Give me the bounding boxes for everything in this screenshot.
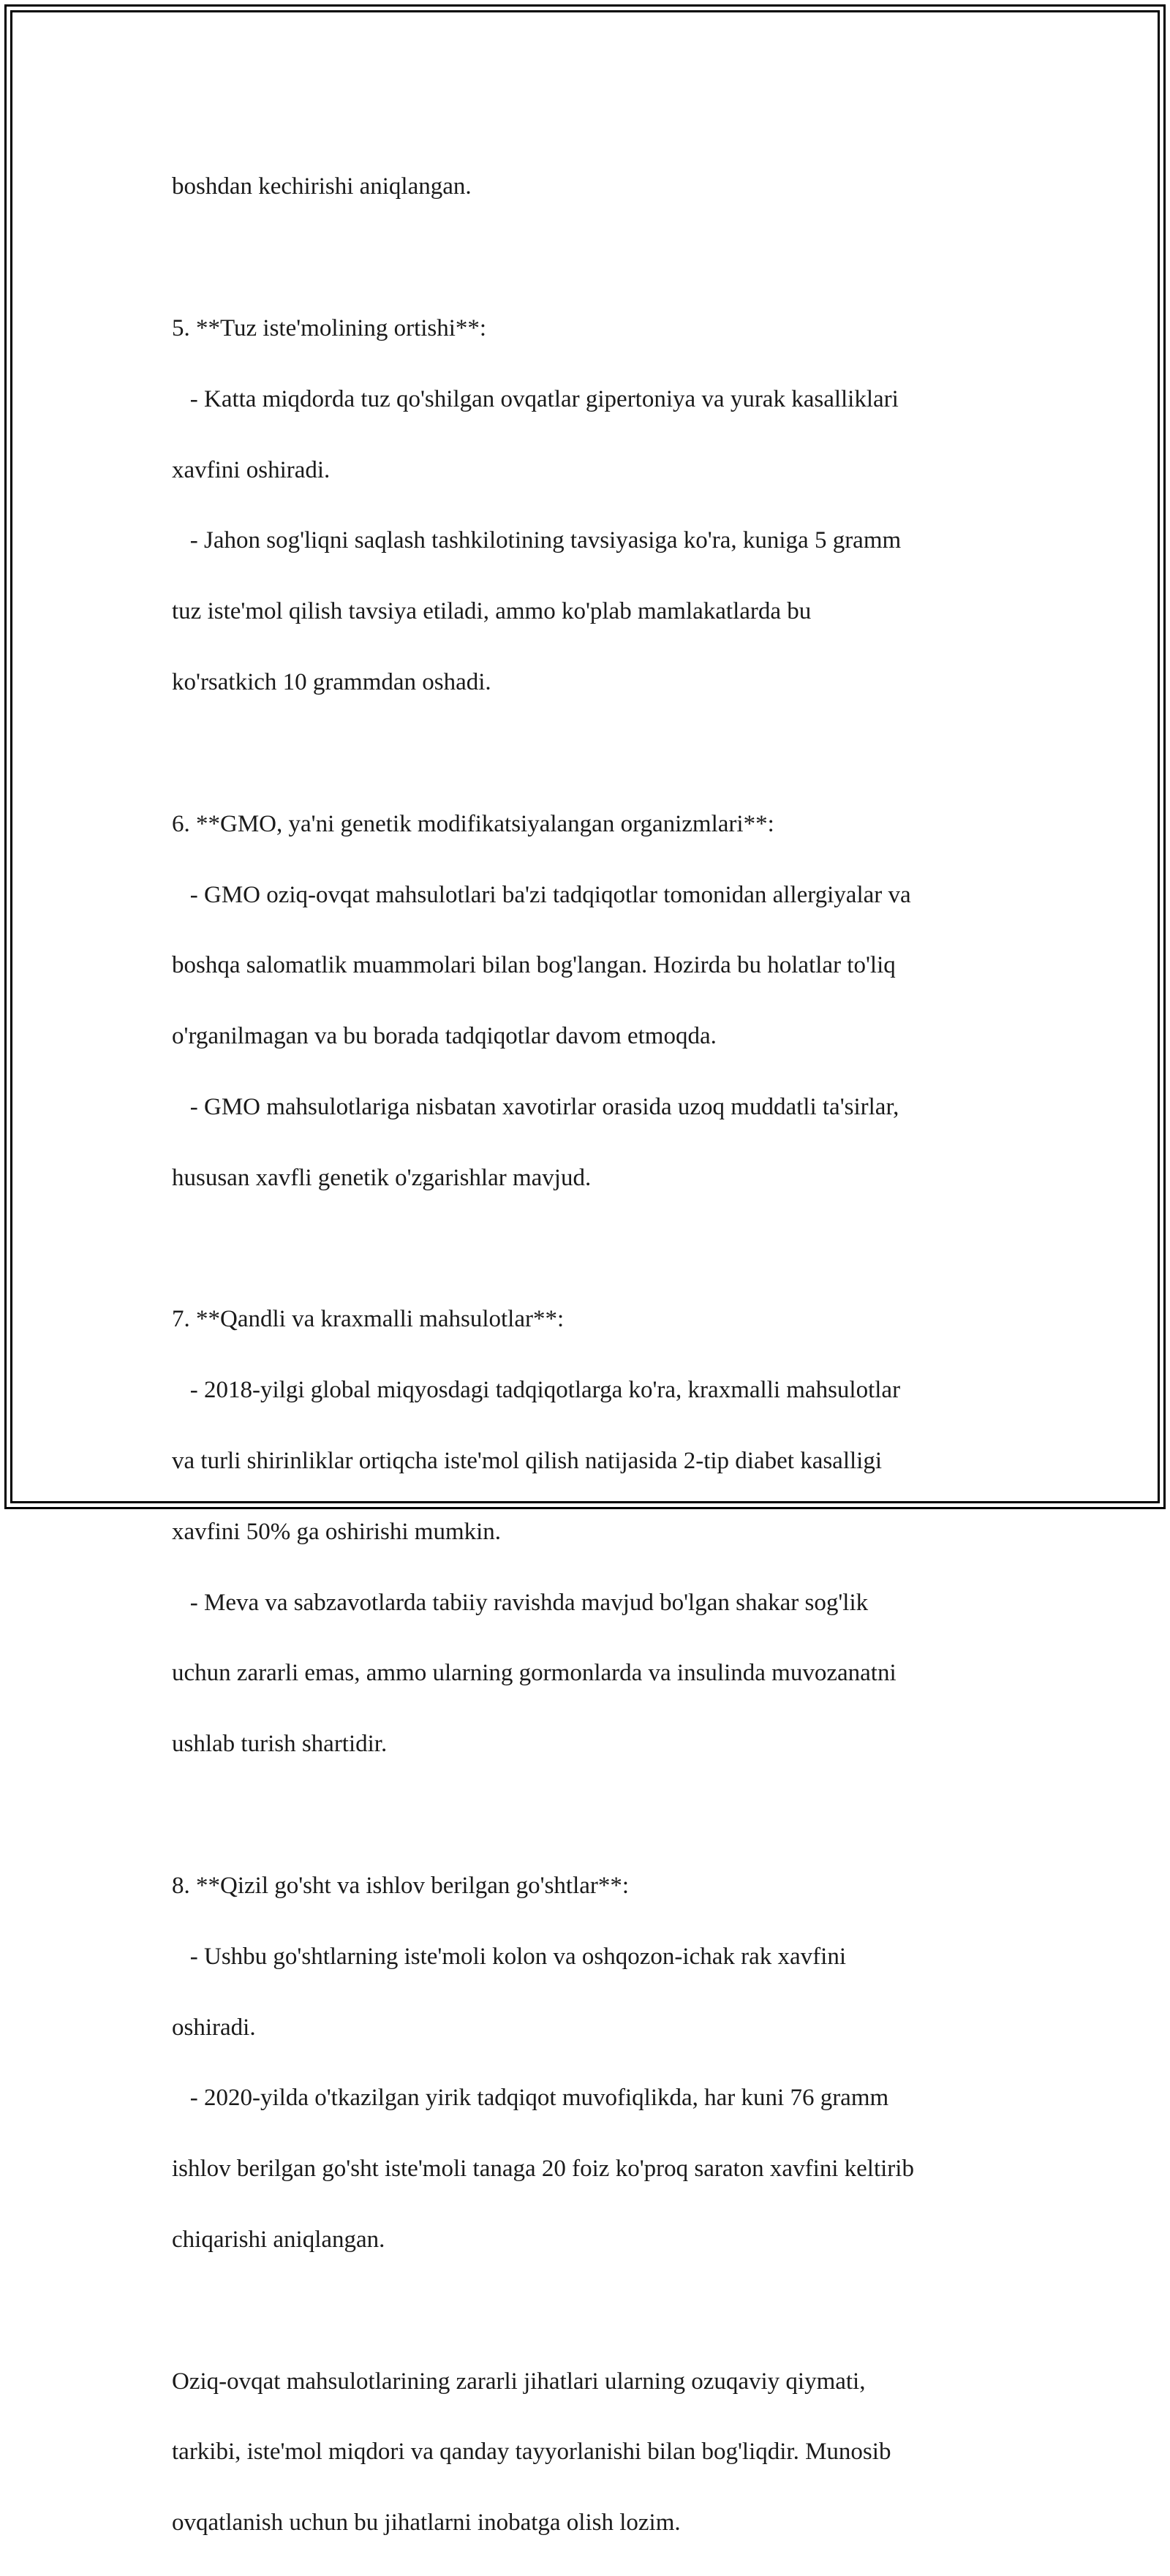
section-heading-7: 7. **Qandli va kraxmalli mahsulotlar**: (172, 1306, 565, 1333)
text-line: boshqa salomatlik muammolari bilan bog'langan. Hozirda bu holatlar to'liq (172, 952, 896, 979)
text-line: uchun zararli emas, ammo ularning gormonlarda va insulinda muvozanatni (172, 1660, 897, 1687)
conclusion-line: Oziq-ovqat mahsulotlarining zararli jihatlari ularning ozuqaviy qiymati, (172, 2368, 866, 2395)
text-line: - Meva va sabzavotlarda tabiiy ravishda mavjud bo'lgan shakar sog'lik (172, 1589, 869, 1616)
text-line: - 2020-yilda o'tkazilgan yirik tadqiqot muvofiqlikda, har kuni 76 gramm (172, 2085, 889, 2112)
conclusion-line: ovqatlanish uchun bu jihatlarni inobatga olish lozim. (172, 2509, 681, 2537)
text-line: hususan xavfli genetik o'zgarishlar mavjud. (172, 1164, 592, 1191)
text-line: chiqarishi aniqlangan. (172, 2226, 385, 2253)
section-heading-5: 5. **Tuz iste'molining ortishi**: (172, 315, 487, 342)
blank-line (172, 240, 1013, 275)
text-line: ushlab turish shartidir. (172, 1731, 388, 1758)
blank-line (172, 736, 1013, 771)
text-line: va turli shirinliklar ortiqcha iste'mol qilish natijasida 2-tip diabet kasalligi (172, 1448, 883, 1475)
text-line: - Ushbu go'shtlarning iste'moli kolon va oshqozon-ichak rak xavfini (172, 1943, 846, 1970)
text-line: boshdan kechirishi aniqlangan. (172, 173, 472, 200)
text-line: o'rganilmagan va bu borada tadqiqotlar davom etmoqda. (172, 1023, 717, 1050)
text-line: - 2018-yilgi global miqyosdagi tadqiqotlarga ko'ra, kraxmalli mahsulotlar (172, 1377, 901, 1404)
conclusion-line: tarkibi, iste'mol miqdori va qanday tayyorlanishi bilan bog'liqdir. Munosib (172, 2439, 891, 2466)
text-line: - Jahon sog'liqni saqlash tashkilotining tavsiyasiga ko'ra, kuniga 5 gramm (172, 527, 902, 554)
text-line: oshiradi. (172, 2014, 256, 2041)
text-line: ishlov berilgan go'sht iste'moli tanaga 20 foiz ko'proq saraton xavfini keltirib (172, 2156, 914, 2183)
section-heading-8: 8. **Qizil go'sht va ishlov berilgan go'shtlar**: (172, 1872, 630, 1899)
text-line: - GMO mahsulotlariga nisbatan xavotirlar orasida uzoq muddatli ta'sirlar, (172, 1093, 899, 1120)
text-line: xavfini 50% ga oshirishi mumkin. (172, 1518, 502, 1545)
text-line: ko'rsatkich 10 grammdan oshadi. (172, 669, 491, 696)
document-body (172, 134, 1013, 2576)
blank-line (172, 1231, 1013, 1266)
blank-line (172, 1797, 1013, 1832)
text-line: - Katta miqdorda tuz qo'shilgan ovqatlar gipertoniya va yurak kasalliklari (172, 385, 899, 412)
blank-line (172, 2293, 1013, 2328)
text-line: xavfini oshiradi. (172, 456, 331, 483)
section-heading-6: 6. **GMO, ya'ni genetik modifikatsiyalangan organizmlari**: (172, 810, 774, 837)
text-line: tuz iste'mol qilish tavsiya etiladi, ammo ko'plab mamlakatlarda bu (172, 598, 812, 625)
text-line: - GMO oziq-ovqat mahsulotlari ba'zi tadqiqotlar tomonidan allergiyalar va (172, 881, 911, 908)
